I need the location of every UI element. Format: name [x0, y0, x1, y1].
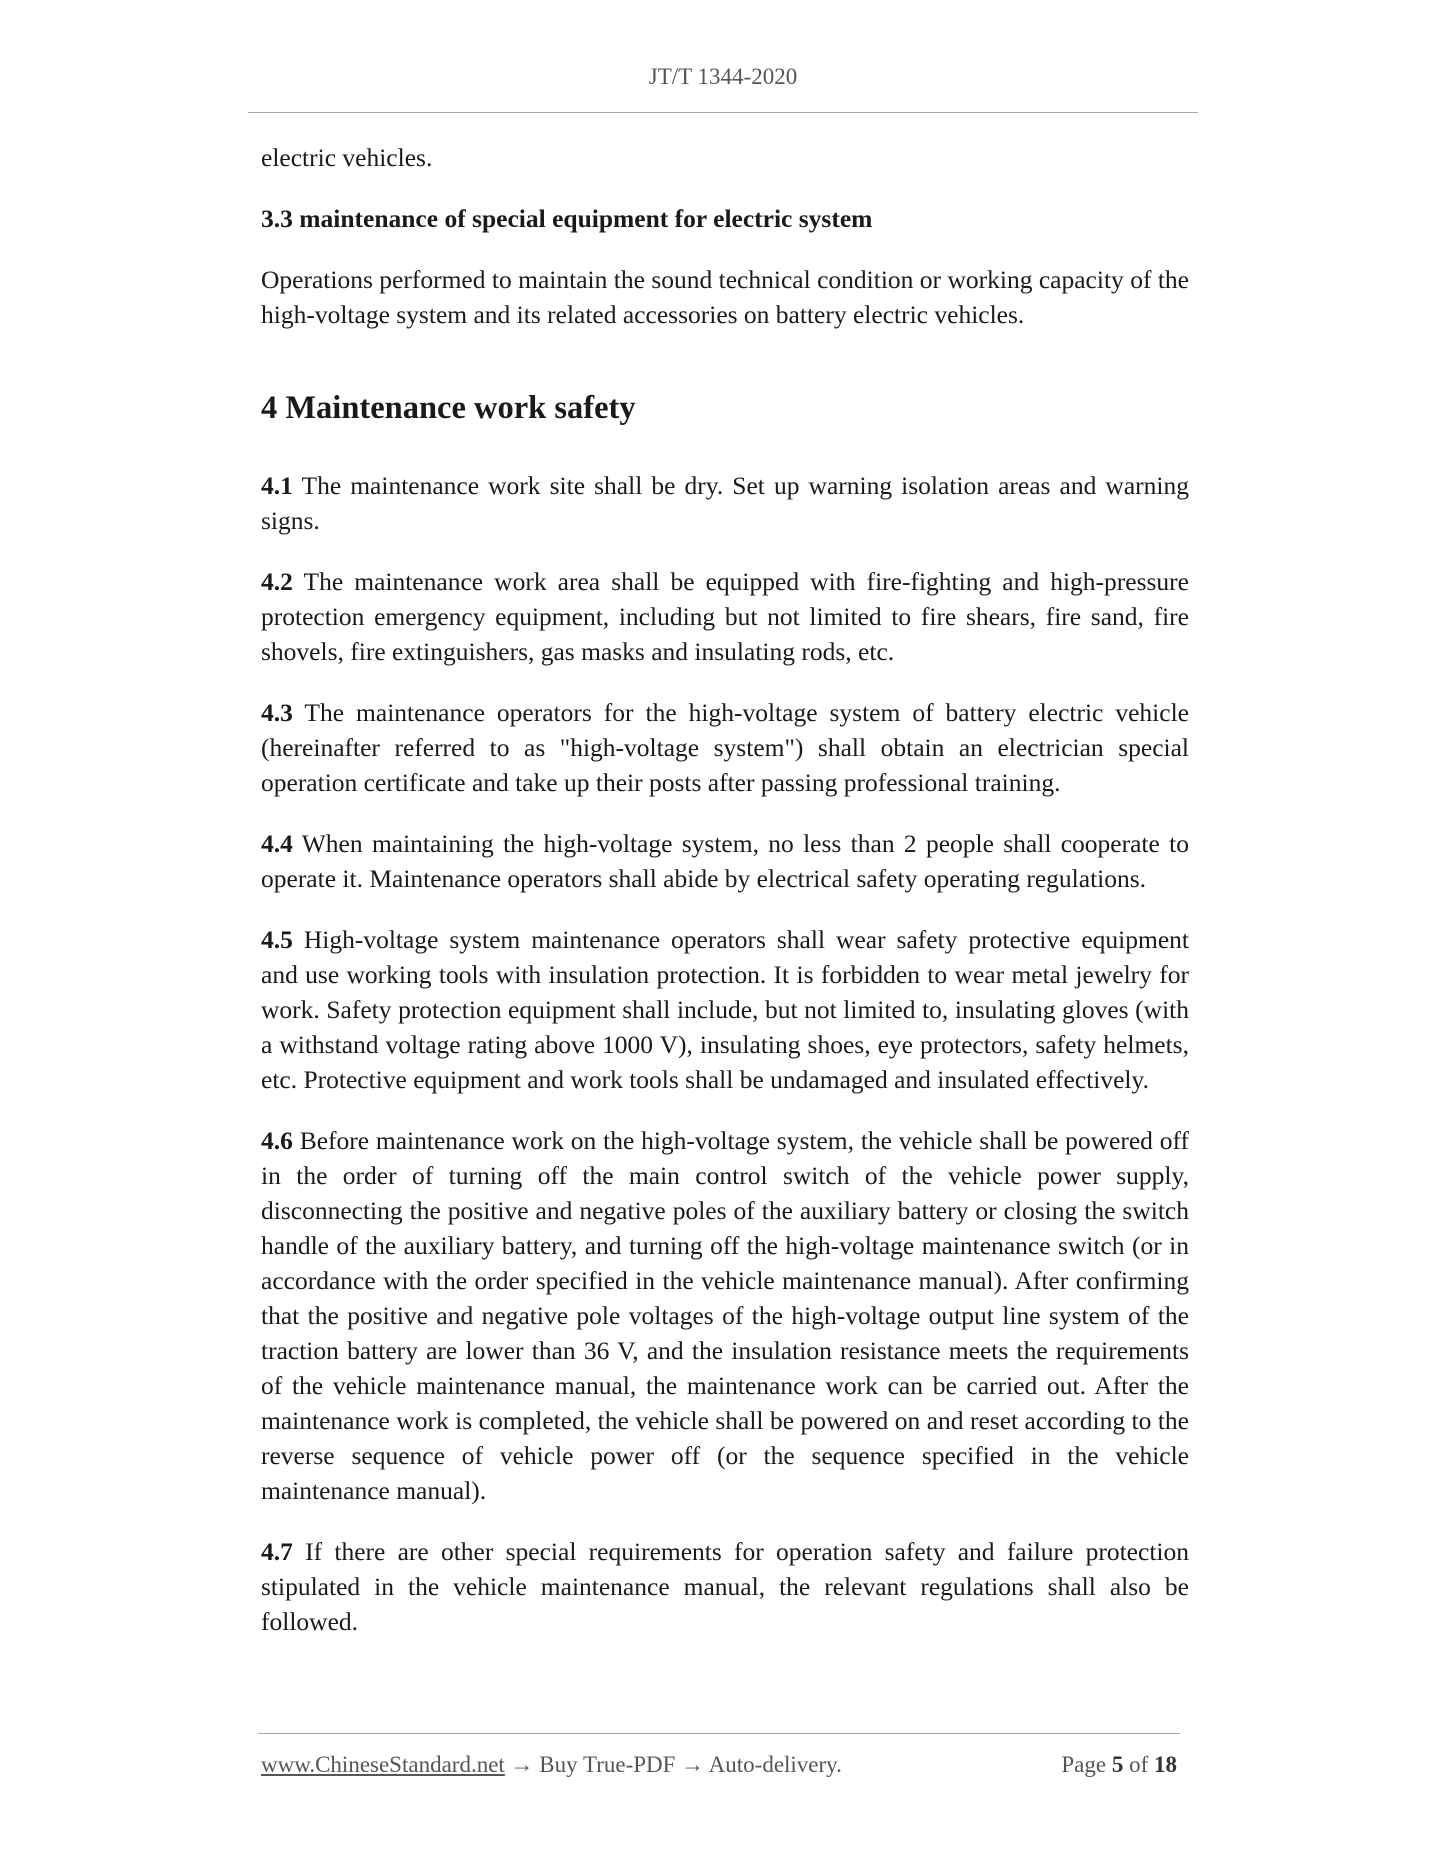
clause-text: The maintenance work site shall be dry. Set up warning isolation areas and warning signs. [261, 471, 1189, 535]
clause-4-1 [261, 468, 1189, 538]
clause-number: 4.2 [261, 567, 293, 596]
clause-number: 4.7 [261, 1537, 293, 1566]
site-link[interactable]: www.ChineseStandard.net [261, 1752, 505, 1777]
clause-4-2 [261, 564, 1189, 669]
page-header [248, 64, 1198, 90]
page-of-label: of [1129, 1752, 1149, 1777]
clause-4-3 [261, 695, 1189, 800]
clause-3-3-title: 3.3 maintenance of special equipment for electric system [261, 204, 873, 233]
clause-text: The maintenance work area shall be equipped with fire-fighting and high-pressure protection emergency equipment, including but not limited to fire shears, fire sand, fire shovels, fire extinguishers, gas masks and insulating rods, etc. [261, 567, 1189, 666]
clause-4-6 [261, 1123, 1189, 1508]
continued-paragraph: electric vehicles. [261, 143, 433, 172]
clause-number: 4.1 [261, 471, 293, 500]
page-body [261, 140, 1189, 1665]
section-4-heading: 4 Maintenance work safety [261, 390, 636, 426]
clause-number: 4.6 [261, 1126, 293, 1155]
clause-4-7 [261, 1534, 1189, 1639]
clause-4-5 [261, 922, 1189, 1097]
footer-divider [258, 1733, 1180, 1734]
clause-text: Before maintenance work on the high-voltage system, the vehicle shall be powered off in the order of turning off the main control switch of the vehicle power supply, disconnecting the positive and negative poles of the auxiliary battery or closing the switch handle of the auxiliary battery, and turning off the high-voltage maintenance switch (or in accordance with the order specified in the vehicle maintenance manual). After confirming that the positive and negative pole voltages of the high-voltage output line system of the traction battery are lower than 36 V, and the insulation resistance meets the requirements of the vehicle maintenance manual, the maintenance work can be carried out. After the maintenance work is completed, the vehicle shall be powered on and reset according to the reverse sequence of vehicle power off (or the sequence specified in the vehicle maintenance manual). [261, 1126, 1189, 1505]
page-indicator [1061, 1752, 1177, 1778]
clause-text: When maintaining the high-voltage system, no less than 2 people shall cooperate to operate it. Maintenance operators shall abide by electrical safety operating regulations. [261, 829, 1189, 893]
clause-text: If there are other special requirements for operation safety and failure protection stipulated in the vehicle maintenance manual, the relevant regulations shall also be followed. [261, 1537, 1189, 1636]
promo-text: → Buy True-PDF → Auto-delivery. [504, 1752, 842, 1777]
page-total: 18 [1154, 1752, 1177, 1777]
page-label: Page [1061, 1752, 1107, 1777]
header-divider [248, 112, 1198, 113]
clause-number: 4.5 [261, 925, 293, 954]
document-code: JT/T 1344-2020 [648, 64, 798, 89]
footer-promo [261, 1752, 842, 1778]
clause-3-3-text: Operations performed to maintain the sound technical condition or working capacity of the high-voltage system and its related accessories on battery electric vehicles. [261, 265, 1189, 329]
clause-number: 4.3 [261, 698, 293, 727]
clause-text: High-voltage system maintenance operators shall wear safety protective equipment and use working tools with insulation protection. It is forbidden to wear metal jewelry for work. Safety protection equipment shall include, but not limited to, insulating gloves (with a withstand voltage rating above 1000 V), insulating shoes, eye protectors, safety helmets, etc. Protective equipment and work tools shall be undamaged and insulated effectively. [261, 925, 1189, 1094]
page-current: 5 [1111, 1752, 1124, 1777]
clause-text: The maintenance operators for the high-voltage system of battery electric vehicle (hereinafter referred to as "high-voltage system") shall obtain an electrician special operation certificate and take up their posts after passing professional training. [261, 698, 1189, 797]
clause-4-4 [261, 826, 1189, 896]
page-footer [261, 1752, 1177, 1778]
clause-number: 4.4 [261, 829, 293, 858]
